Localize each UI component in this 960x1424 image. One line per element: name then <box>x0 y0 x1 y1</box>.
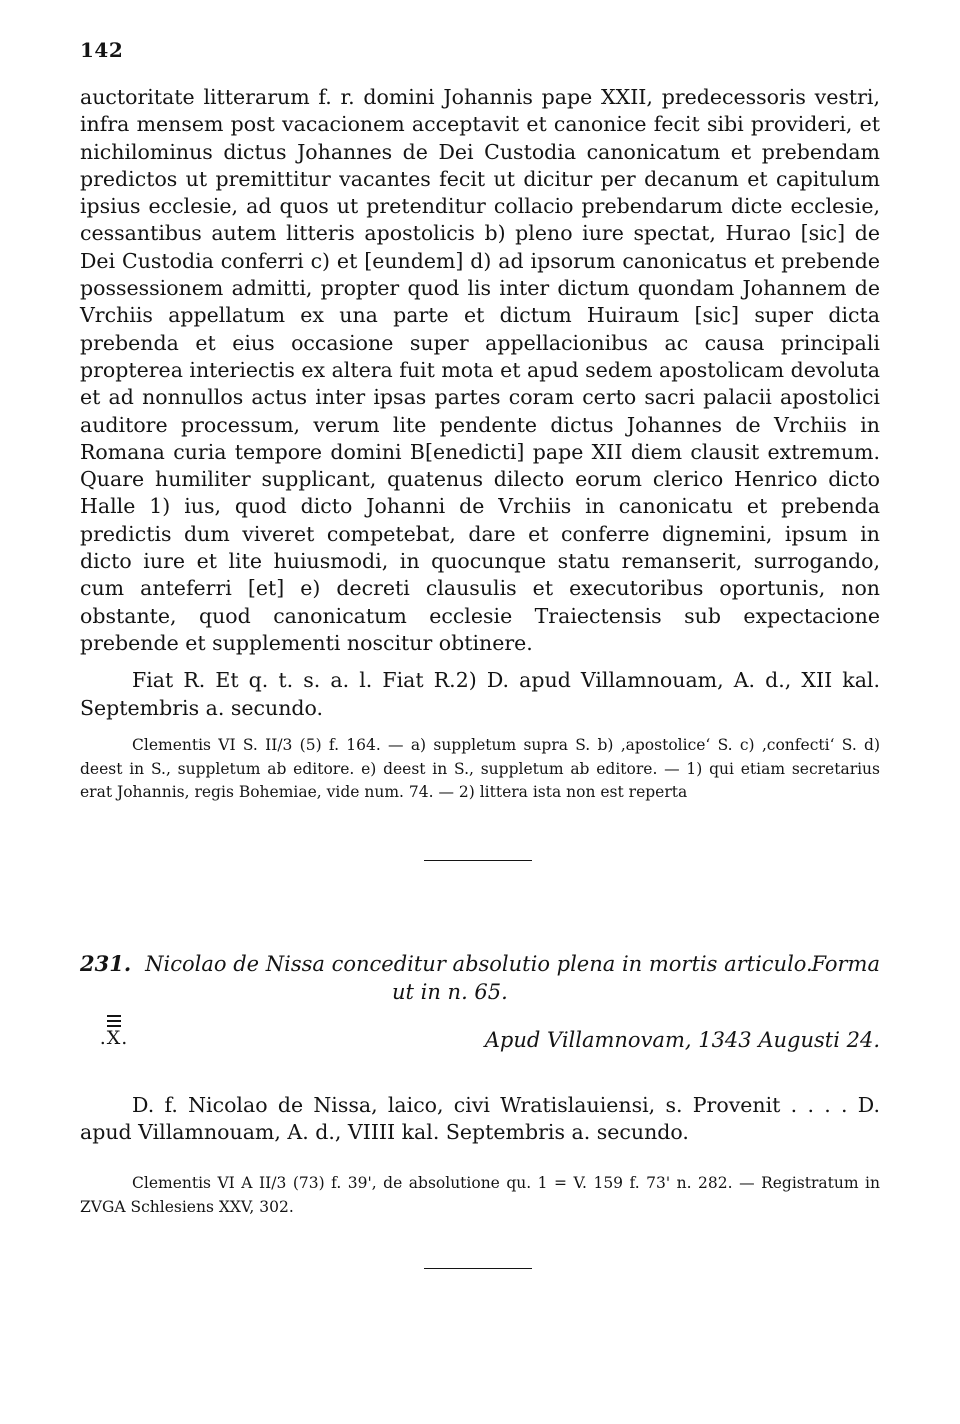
footnotes-1-text: Clementis VI S. II/3 (5) f. 164. — a) suppletum supra S. b) ‚apostolice‘ S. c) ‚confecti‘ S. d) deest in S., suppletum ab editore. e) deest in S., suppletum ab editore. — 1) qui etiam secretarius erat Johannis, regis Bohemiae, vide num. 74. — 2) littera ista non est reperta <box>80 736 880 801</box>
body-paragraph-fiat: Fiat R. Et q. t. s. a. l. Fiat R.2) D. apud Villamnouam, A. d., XII kal. Septembris a. secundo. <box>80 668 880 720</box>
page-number: 142 <box>80 38 124 62</box>
document-number: 231. <box>80 951 132 976</box>
body-paragraph-1: auctoritate litterarum f. r. domini Johannis pape XXII, predecessoris vestri, infra mensem post vacacionem acceptavit et canonice fecit sibi provideri, et nichilominus dictus Johannes de Dei Custodia canonicatum et prebendam predictos ut premittitur vacantes fecit ut dicitur per decanum et capitulum ipsius ecclesie, ad quos ut pretenditur collacio prebendarum dicte ecclesie, cessantibus autem litteris apostolicis b) pleno iure spectat, Hurao [sic] de Dei Custodia conferri c) et [eundem] d) ad ipsorum canonicatus et prebende possessionem admitti, propter quod lis inter dictum quondam Johannem de Vrchiis appellatum ex una parte et dictum Huiraum [sic] super dicta prebenda et eius occasione super appellacionibus ac causa principali propterea interiectis ex altera fuit mota et apud sedem apostolicam devoluta et ad nonnullos actus inter ipsas partes coram certo sacri palacii apostolici auditore processum, verum lite pendente dictus Johannes de Vrchiis in Romana curia tempore domini B[enedicti] pape XII diem clausit extremum. Quare humiliter supplicant, quatenus dilecto eorum clerico Henrico dicto Halle 1) ius, quod dicto Johanni de Vrchiis in canonicatu et prebenda predictis dum viveret competebat, dare et conferre dignemini, ipsum in dicto iure et lite huiusmodi, in quocunque statu remanserit, surrogando, cum anteferri [et] e) decreti clausulis et executoribus oportunis, non obstante, quod canonicatum ecclesie Traiectensis sub expectacione prebende et supplementi noscitur obtinere. <box>80 85 881 655</box>
document-body <box>80 1092 880 1147</box>
main-text <box>80 84 880 722</box>
footnotes-1 <box>80 734 880 805</box>
document-body-text: D. f. Nicolao de Nissa, laico, civi Wratislauiensi, s. Provenit . . . . D. apud Villamnouam, A. d., VIIII kal. Septembris a. secundo. <box>80 1093 880 1145</box>
roman-month-bars <box>88 1015 140 1027</box>
document-place-date: Apud Villamnovam, 1343 Augusti 24. <box>484 1028 880 1052</box>
footnotes-2 <box>80 1172 880 1219</box>
footnotes-2-text: Clementis VI A II/3 (73) f. 39', de absolutione qu. 1 = V. 159 f. 73' n. 282. — Registratum in ZVGA Schlesiens XXV, 302. <box>80 1174 880 1216</box>
document-title-line2: ut in n. 65. <box>392 980 508 1004</box>
document-title: Nicolao de Nissa conceditur absolutio plena in mortis articulo. <box>145 952 813 976</box>
document-forma: Forma <box>811 952 880 976</box>
section-divider <box>424 860 532 861</box>
document-heading <box>80 950 880 1004</box>
date-mark <box>88 1012 140 1049</box>
roman-month-label: .X. <box>99 1027 129 1049</box>
end-divider <box>424 1268 532 1269</box>
